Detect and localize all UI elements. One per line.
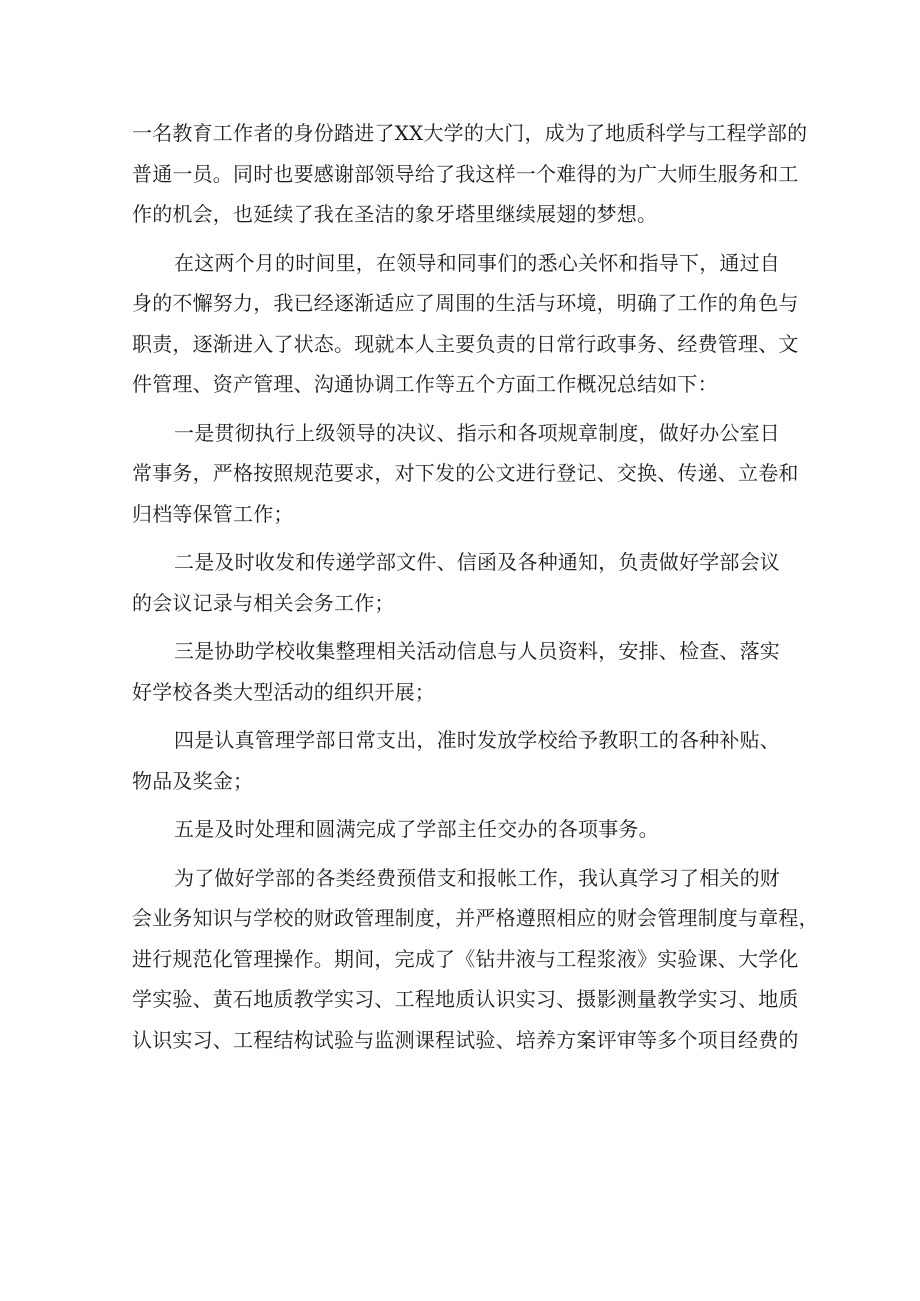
text-line: 普通一员。同时也要感谢部领导给了我这样一个难得的为广大师生服务和工	[132, 161, 799, 186]
text-line: 好学校各类大型活动的组织开展；	[132, 679, 435, 704]
text-line: 身的不懈努力，我已经逐渐适应了周围的生活与环境，明确了工作的角色与	[132, 291, 799, 315]
text-line: 一是贯彻执行上级领导的决议、指示和各项规章制度，做好办公室日	[174, 420, 780, 445]
text-line: 会业务知识与学校的财政管理制度，并严格遵照相应的财会管理制度与章程，	[132, 906, 819, 930]
text-line: 认识实习、工程结构试验与监测课程试验、培养方案评审等多个项目经费的	[132, 1027, 799, 1052]
paragraph-item-two	[132, 542, 808, 623]
text-line: 归档等保管工作；	[132, 501, 294, 526]
text-line: 职责，逐渐进入了状态。现就本人主要负责的日常行政事务、经费管理、文	[132, 331, 799, 356]
paragraph-item-three	[132, 631, 808, 712]
paragraph-item-five	[132, 809, 808, 850]
paragraph-two-months	[132, 243, 808, 405]
text-line: 为了做好学部的各类经费预借支和报帐工作，我认真学习了相关的财	[174, 865, 780, 890]
text-line: 件管理、资产管理、沟通协调工作等五个方面工作概况总结如下：	[132, 372, 718, 396]
paragraph-intro	[132, 113, 808, 235]
text-line: 学实验、黄石地质教学实习、工程地质认识实习、摄影测量教学实习、地质	[132, 987, 799, 1011]
text-line: 二是及时收发和传递学部文件、信函及各种通知，负责做好学部会议	[174, 550, 780, 574]
document-body	[132, 113, 819, 1060]
text-line: 作的机会，也延续了我在圣洁的象牙塔里继续展翅的梦想。	[132, 202, 658, 226]
paragraph-item-one	[132, 413, 808, 535]
text-line: 物品及奖金；	[132, 768, 254, 793]
paragraph-item-four	[132, 720, 808, 801]
text-line: 在这两个月的时间里，在领导和同事们的悉心关怀和指导下，通过自	[174, 250, 780, 275]
text-line: 四是认真管理学部日常支出，准时发放学校给予教职工的各种补贴、	[174, 728, 780, 752]
text-line: 进行规范化管理操作。期间，完成了《钻井液与工程浆液》实验课、大学化	[132, 946, 799, 971]
text-line: 五是及时处理和圆满完成了学部主任交办的各项事务。	[174, 817, 659, 841]
text-line: 一名教育工作者的身份踏进了XX大学的大门，成为了地质科学与工程学部的	[132, 121, 808, 145]
paragraph-finance	[132, 858, 819, 1061]
text-line: 常事务，严格按照规范要求，对下发的公文进行登记、交换、传递、立卷和	[132, 461, 799, 485]
text-line: 的会议记录与相关会务工作；	[132, 590, 395, 615]
text-line: 三是协助学校收集整理相关活动信息与人员资料，安排、检查、落实	[174, 639, 780, 663]
